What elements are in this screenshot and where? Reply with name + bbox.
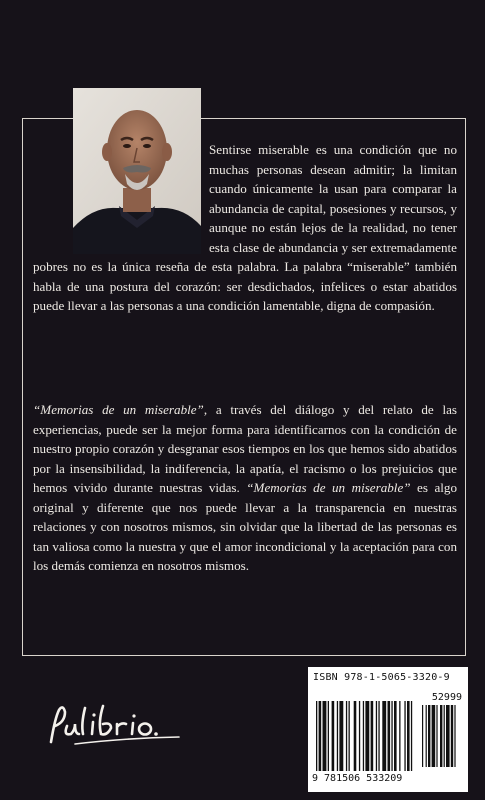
paragraph-two-text-1: , a través del diálogo y del relato de las experiencias, puede ser la mejor forma para identificarnos con la condición de nuestro propio corazón y desgranar esos tiempos en los que hemos sido abatidos por la insensibilidad, la indiferencia, la apatía, el racismo o los prejuicios que hemos vivido durante nuestras vidas. — [33, 402, 457, 495]
description-paragraph-2 — [33, 400, 457, 576]
barcode-bar — [388, 701, 391, 771]
price-code: 52999 — [431, 692, 462, 703]
barcode-bar — [399, 701, 400, 771]
palibrio-logo-icon — [45, 700, 190, 750]
barcode-bar — [411, 701, 412, 771]
barcode-bar — [394, 701, 397, 771]
publisher-logo — [45, 700, 190, 750]
barcode-bars-icon — [314, 683, 464, 775]
barcode-addon-bar — [444, 705, 445, 767]
barcode-bar — [363, 701, 364, 771]
barcode-bar — [354, 701, 357, 771]
barcode-addon-bar — [454, 705, 455, 767]
barcode-bar — [391, 701, 392, 771]
barcode-addon-bar — [422, 705, 423, 767]
barcode-bar — [407, 701, 410, 771]
photo-wrap-spacer — [33, 140, 209, 257]
barcode-bar — [316, 701, 317, 771]
barcode-bar — [371, 701, 374, 771]
barcode-addon-bar — [436, 705, 437, 767]
paragraph-one-text: Sentirse miserable es una condición que no muchas personas desean admitir; la limitan cuando únicamente la usan para comparar la abundancia de capital, posesiones y recursos, y aunque no están lejos de la realidad, no tener esta clase de abundancia y ser extremadamente pobres no es la única reseña de esta palabra. La palabra “miserable” también habla de una postura del corazón: ser desdichados, infelices o estar abatidos puede llevar a las personas a una condición lamentable, digna de compasión. — [33, 142, 457, 313]
barcode-bar — [328, 701, 329, 771]
barcode-addon-bar — [428, 705, 430, 767]
barcode-bar — [378, 701, 379, 771]
barcode-addon-bar — [451, 705, 453, 767]
isbn-number: ISBN 978-1-5065-3320-9 — [313, 672, 450, 683]
barcode-bar — [349, 701, 350, 771]
barcode-bar — [359, 701, 360, 771]
book-title-italic-1: “Memorias de un miserable” — [33, 402, 204, 417]
book-title-italic-2: “Memorias de un miserable” — [246, 480, 411, 495]
ean-number: 9 781506 533209 — [312, 773, 403, 784]
barcode-bar — [382, 701, 386, 771]
barcode-bar — [332, 701, 335, 771]
barcode-addon-bar — [426, 705, 427, 767]
barcode-addon-bar — [446, 705, 450, 767]
paragraph-two-text-2: es algo original y diferente que nos puede llevar a la transparencia en nuestras relaciones y con nosotros mismos, sin olvidar que la libertad de las personas es tan valiosa como la nuestra y que el amor incondicional y la aceptación para con los demás comienza en nosotros mismos. — [33, 480, 458, 573]
barcode-bar — [339, 701, 343, 771]
barcode-bar — [365, 701, 369, 771]
barcode-bar — [337, 701, 338, 771]
description-paragraph-1 — [33, 140, 457, 316]
barcode-bar — [323, 701, 327, 771]
barcode-bar — [376, 701, 377, 771]
barcode-bar — [319, 701, 322, 771]
barcode-bar — [404, 701, 405, 771]
barcode-addon-bar — [440, 705, 442, 767]
barcode-addon-bar — [432, 705, 436, 767]
isbn-barcode — [308, 667, 468, 792]
barcode-bar — [346, 701, 347, 771]
